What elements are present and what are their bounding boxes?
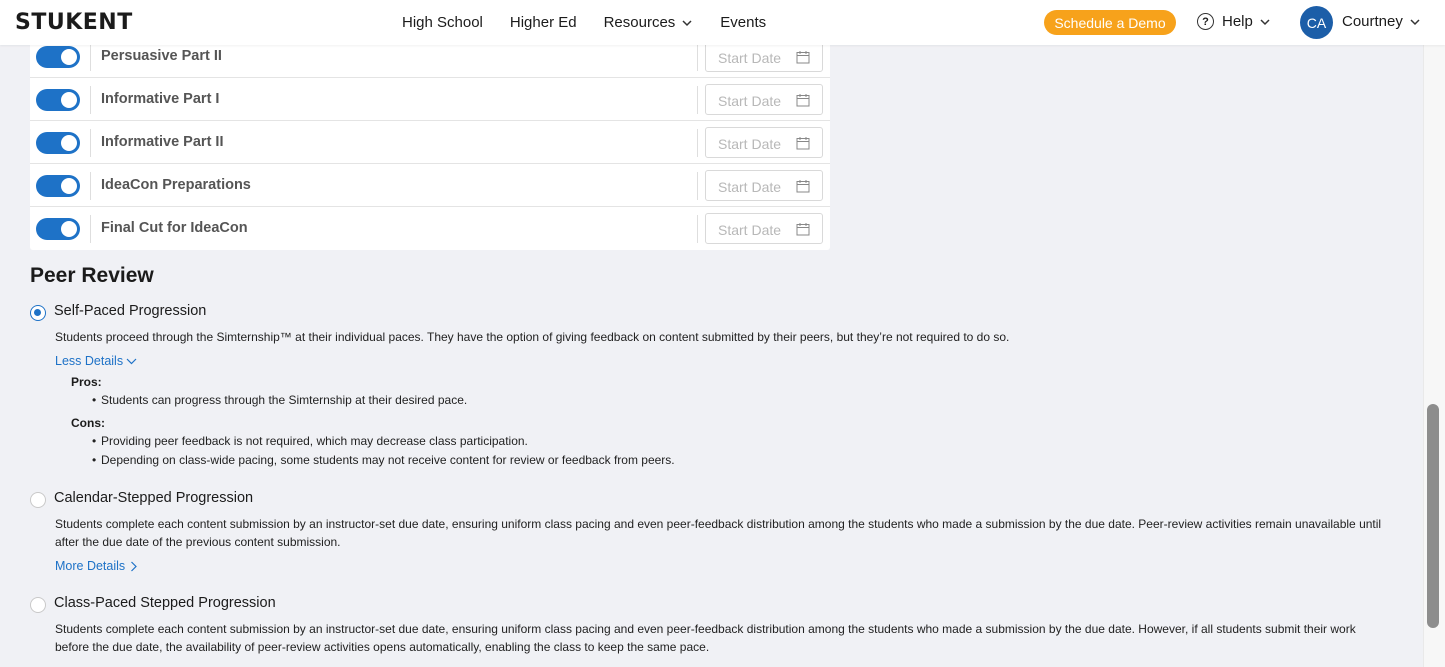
divider	[90, 86, 91, 114]
option-label[interactable]: Calendar-Stepped Progression	[54, 490, 254, 506]
lesson-title: IdeaCon Preparations	[101, 177, 251, 193]
option-description-line: after the due date of the previous content submission.	[55, 535, 341, 549]
lesson-toggle[interactable]	[36, 46, 80, 68]
start-date-placeholder: Start Date	[718, 93, 782, 109]
lesson-title: Persuasive Part II	[101, 48, 222, 64]
lesson-toggle[interactable]	[36, 132, 80, 154]
start-date-placeholder: Start Date	[718, 50, 782, 66]
divider	[697, 215, 698, 243]
more-details-link[interactable]: More Details	[55, 559, 139, 573]
user-menu[interactable]: Courtney	[1342, 13, 1421, 30]
radio-self-paced[interactable]	[30, 305, 46, 321]
chevron-down-icon	[681, 17, 693, 29]
main-nav	[402, 14, 766, 31]
lesson-title: Informative Part I	[101, 91, 220, 107]
schedule-demo-button[interactable]: Schedule a Demo	[1044, 10, 1176, 35]
chevron-right-icon	[128, 561, 139, 572]
option-description-line: before the due date, the availability of peer-review activities opens automatically, enabling the class to keep the same pace.	[55, 640, 710, 654]
cons-label: Cons:	[71, 416, 105, 430]
lesson-toggle[interactable]	[36, 175, 80, 197]
stukent-logo[interactable]: STUKENT	[15, 10, 133, 35]
nav-high-school[interactable]: High School	[402, 14, 483, 31]
divider	[90, 129, 91, 157]
lesson-toggle[interactable]	[36, 218, 80, 240]
start-date-input[interactable]	[705, 170, 823, 201]
option-label[interactable]: Class-Paced Stepped Progression	[54, 595, 276, 611]
lesson-row	[30, 121, 830, 164]
cons-item: • Depending on class-wide pacing, some students may not receive content for review or feedback from peers.	[101, 453, 675, 467]
radio-class-paced[interactable]	[30, 597, 46, 613]
toggle-knob	[61, 178, 77, 194]
lesson-schedule-table	[30, 35, 830, 250]
peer-review-heading: Peer Review	[30, 264, 154, 287]
question-circle-icon: ?	[1197, 13, 1214, 30]
top-navigation-bar	[0, 0, 1445, 45]
toggle-knob	[61, 221, 77, 237]
start-date-input[interactable]	[705, 213, 823, 244]
lesson-title: Final Cut for IdeaCon	[101, 220, 248, 236]
divider	[697, 43, 698, 71]
divider	[90, 172, 91, 200]
toggle-knob	[61, 49, 77, 65]
calendar-icon[interactable]	[796, 136, 810, 150]
start-date-input[interactable]	[705, 41, 823, 72]
lesson-title: Informative Part II	[101, 134, 224, 150]
lesson-row	[30, 78, 830, 121]
option-description-line: Students complete each content submission by an instructor-set due date, ensuring uniform class pacing and even peer-feedback distribution among the students who made a submission by the due date. Peer-review activities remain unavailable until	[55, 517, 1382, 531]
lesson-row	[30, 164, 830, 207]
lesson-toggle[interactable]	[36, 89, 80, 111]
pros-label: Pros:	[71, 375, 102, 389]
less-details-link[interactable]: Less Details	[55, 354, 137, 368]
cons-item: • Providing peer feedback is not required, which may decrease class participation.	[101, 434, 528, 448]
option-label[interactable]: Self-Paced Progression	[54, 303, 207, 319]
calendar-icon[interactable]	[796, 93, 810, 107]
divider	[90, 215, 91, 243]
calendar-icon[interactable]	[796, 50, 810, 64]
chevron-down-icon	[1409, 16, 1421, 28]
toggle-knob	[61, 135, 77, 151]
lesson-row	[30, 207, 830, 250]
pros-item: • Students can progress through the Simternship at their desired pace.	[101, 393, 467, 407]
start-date-input[interactable]	[705, 84, 823, 115]
nav-events[interactable]: Events	[720, 14, 767, 31]
option-description: Students proceed through the Simternship™ at their individual paces. They have the option of giving feedback on content submitted by their peers, but they’re not required to do so.	[55, 330, 1010, 344]
start-date-placeholder: Start Date	[718, 222, 782, 238]
scrollbar-thumb[interactable]	[1427, 404, 1439, 628]
nav-resources[interactable]: Resources	[604, 14, 694, 31]
calendar-icon[interactable]	[796, 179, 810, 193]
user-avatar[interactable]: CA	[1300, 6, 1333, 39]
divider	[697, 86, 698, 114]
start-date-placeholder: Start Date	[718, 179, 782, 195]
radio-calendar-stepped[interactable]	[30, 492, 46, 508]
start-date-input[interactable]	[705, 127, 823, 158]
chevron-down-icon	[1259, 16, 1271, 28]
divider	[697, 129, 698, 157]
toggle-knob	[61, 92, 77, 108]
nav-higher-ed[interactable]: Higher Ed	[509, 14, 577, 31]
divider	[697, 172, 698, 200]
calendar-icon[interactable]	[796, 222, 810, 236]
chevron-down-icon	[126, 356, 137, 367]
option-description-line: Students complete each content submission by an instructor-set due date, ensuring uniform class pacing and even peer-feedback distribution among the students who made a submission by the due date. However, if all students submit their work	[55, 622, 1356, 636]
start-date-placeholder: Start Date	[718, 136, 782, 152]
help-menu[interactable]: ? Help	[1197, 13, 1271, 30]
divider	[90, 43, 91, 71]
